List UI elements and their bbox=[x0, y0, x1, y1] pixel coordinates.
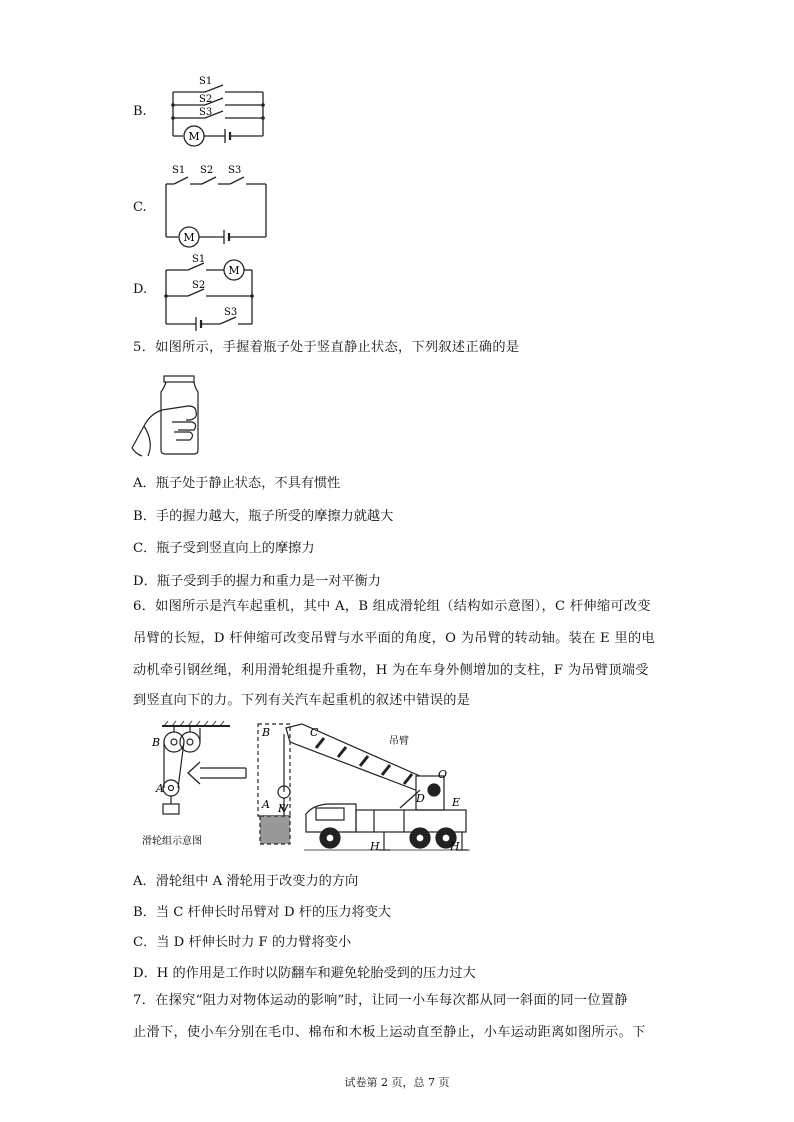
label-b: B bbox=[152, 736, 161, 749]
page-footer: 试卷第 2 页，总 7 页 bbox=[344, 1076, 450, 1089]
switch-label: S1 bbox=[192, 254, 206, 265]
label-a: A bbox=[156, 782, 164, 795]
question-6-option-a: A．滑轮组中 A 滑轮用于改变力的方向 bbox=[133, 874, 359, 889]
label-h-left: H bbox=[370, 840, 380, 853]
switch-label: S3 bbox=[199, 107, 213, 118]
switch-label: S1 bbox=[172, 165, 186, 176]
switch-label: S1 bbox=[199, 76, 213, 87]
hand-holding-bottle-figure bbox=[128, 372, 208, 460]
question-6-stem-line-4: 到竖直向下的力。下列有关汽车起重机的叙述中错误的是 bbox=[133, 693, 471, 708]
question-6-option-b: B．当 C 杆伸长时吊臂对 D 杆的压力将变大 bbox=[133, 905, 392, 920]
label-o: O bbox=[438, 768, 448, 781]
question-6-option-c: C．当 D 杆伸长时力 F 的力臂将变小 bbox=[133, 935, 352, 950]
boom-label: 吊臂 bbox=[389, 736, 409, 747]
label-c: C bbox=[310, 726, 319, 739]
label-f: F bbox=[278, 804, 285, 815]
question-5-stem: 5．如图所示，手握着瓶子处于竖直静止状态，下列叙述正确的是 bbox=[133, 340, 520, 355]
question-6-option-d: D．H 的作用是工作时以防翻车和避免轮胎受到的压力过大 bbox=[133, 966, 476, 981]
question-6-stem-line-2: 吊臂的长短，D 杆伸缩可改变吊臂与水平面的角度，O 为吊臂的转动轴。装在 E 里的电 bbox=[133, 631, 655, 646]
switch-label: S2 bbox=[200, 165, 214, 176]
question-5-option-b: B．手的握力越大，瓶子所受的摩擦力就越大 bbox=[133, 509, 394, 524]
motor-symbol: M bbox=[228, 264, 240, 277]
circuit-diagram-b bbox=[163, 72, 273, 152]
question-5-option-d: D．瓶子受到手的握力和重力是一对平衡力 bbox=[133, 574, 381, 589]
question-7-stem-line-1: 7．在探究“阻力对物体运动的影响”时，让同一小车每次都从同一斜面的同一位置静 bbox=[133, 993, 628, 1008]
label-e: E bbox=[452, 796, 461, 809]
motor-symbol: M bbox=[183, 231, 195, 244]
question-6-stem-line-3: 动机牵引钢丝绳，利用滑轮组提升重物，H 为在车身外侧增加的支柱，F 为吊臂顶端受 bbox=[133, 663, 649, 678]
switch-label: S2 bbox=[199, 94, 213, 105]
question-5-option-a: A．瓶子处于静止状态，不具有惯性 bbox=[133, 476, 341, 491]
label-d: D bbox=[416, 792, 425, 805]
switch-label: S2 bbox=[192, 280, 206, 291]
switch-label: S3 bbox=[228, 165, 242, 176]
circuit-diagram-c bbox=[160, 160, 275, 250]
option-d-label: D. bbox=[133, 282, 148, 297]
question-6-stem-line-1: 6．如图所示是汽车起重机，其中 A，B 组成滑轮组（结构如示意图），C 杆伸缩可改变 bbox=[133, 599, 651, 614]
crane-figure bbox=[134, 720, 470, 858]
option-b-label: B. bbox=[133, 104, 147, 119]
pulley-caption: 滑轮组示意图 bbox=[142, 836, 202, 847]
question-5-option-c: C．瓶子受到竖直向上的摩擦力 bbox=[133, 541, 315, 556]
motor-symbol: M bbox=[188, 130, 200, 143]
label-h-right: H bbox=[450, 840, 460, 853]
label-b-right: B bbox=[262, 726, 271, 739]
switch-label: S3 bbox=[224, 307, 238, 318]
label-a-right: A bbox=[262, 798, 270, 811]
option-c-label: C. bbox=[133, 200, 147, 215]
question-7-stem-line-2: 止滑下，使小车分别在毛巾、棉布和木板上运动直至静止，小车运动距离如图所示。下 bbox=[133, 1025, 646, 1040]
circuit-diagram-d bbox=[160, 252, 265, 332]
